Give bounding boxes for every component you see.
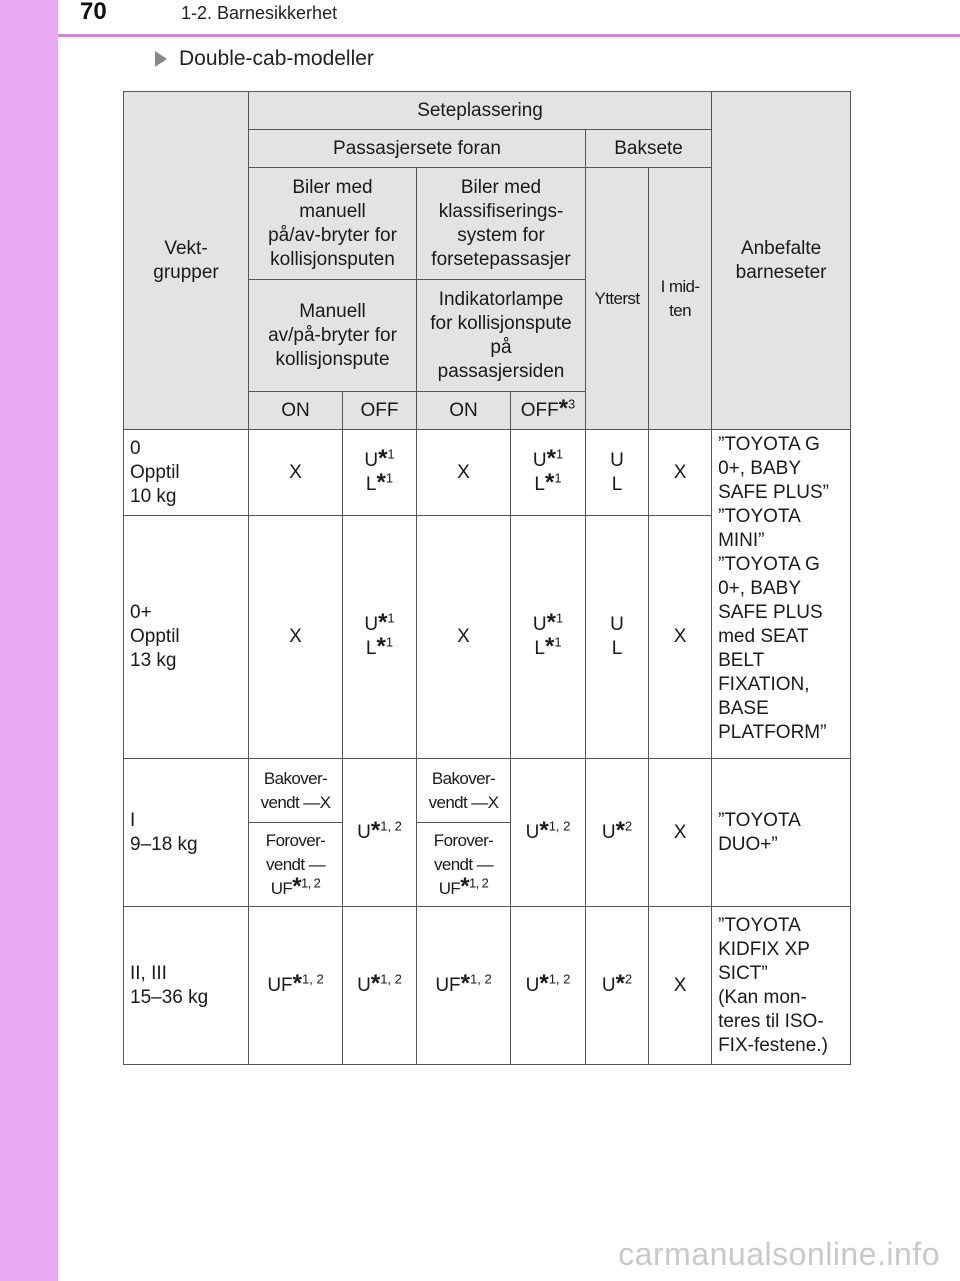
seat-position-header: Seteplassering [249,92,712,130]
table-row [124,430,851,516]
g1-forward-facing-2: Forover- vendt — UF*$^{1, 2}$ [417,823,511,907]
group-0plus-label: 0+ Opptil 13 kg [124,516,249,759]
seat-placement-table [123,91,851,1065]
classification-cars-header: Biler med klassifiserings- system for forsetepassasjer [417,168,586,280]
g1-off1: U*$^{1, 2}$ [343,759,417,907]
manual-switch-cars-header: Biler med manuell på/av-bryter for kollisjonsputen [249,168,417,280]
g0-off2: U*$^1$ L*$^1$ [511,430,586,516]
outer-seat-header: Ytterst [586,168,649,430]
section-title [155,47,374,71]
g0-outer: U L [586,430,649,516]
middle-seat-header: I mid- ten [649,168,712,430]
side-bar [0,0,58,1281]
on-header-2: ON [417,392,511,430]
section-header: 1-2. Barnesikkerhet [181,3,338,23]
g0-on1: X [249,430,343,516]
g0plus-off1: U*$^1$ L*$^1$ [343,516,417,759]
g23-recommended: ”TOYOTA KIDFIX XP SICT” (Kan mon- teres til ISO- FIX-festene.) [712,907,851,1065]
section-title-text: Double-cab-modeller [179,47,374,70]
table-row [124,759,851,823]
g0-middle: X [649,430,712,516]
g0plus-middle: X [649,516,712,759]
triangle-bullet-icon [155,51,167,67]
g23-outer: U*$^2$ [586,907,649,1065]
manual-switch-header: Manuell av/på-bryter for kollisjonspute [249,280,417,392]
watermark: carmanualsonline.info [618,1236,940,1272]
header-rule [58,34,960,37]
on-header-1: ON [249,392,343,430]
group-0-label: 0 Opptil 10 kg [124,430,249,516]
g23-off1: U*$^{1, 2}$ [343,907,417,1065]
g1-off2: U*$^{1, 2}$ [511,759,586,907]
g23-middle: X [649,907,712,1065]
g23-on1: UF*$^{1, 2}$ [249,907,343,1065]
rear-seat-header: Baksete [586,130,712,168]
indicator-lamp-header: Indikatorlampe for kollisjonspute på passasjersiden [417,280,586,392]
g1-outer: U*$^2$ [586,759,649,907]
g23-on2: UF*$^{1, 2}$ [417,907,511,1065]
g23-off2: U*$^{1, 2}$ [511,907,586,1065]
g1-rear-facing-1: Bakover- vendt —X [249,759,343,823]
table-row [124,907,851,1065]
off-header-2: OFF*$^3$ [511,392,586,430]
weight-group-header: Vekt- grupper [124,92,249,430]
group-23-label: II, III 15–36 kg [124,907,249,1065]
g0plus-off2: U*$^1$ L*$^1$ [511,516,586,759]
off-header-1: OFF [343,392,417,430]
g0plus-on1: X [249,516,343,759]
page-number: 70 [80,0,107,25]
g1-rear-facing-2: Bakover- vendt —X [417,759,511,823]
g0plus-outer: U L [586,516,649,759]
recommended-header: Anbefalte barneseter [712,92,851,430]
g0-off1: U*$^1$ L*$^1$ [343,430,417,516]
g0plus-on2: X [417,516,511,759]
group-1-label: I 9–18 kg [124,759,249,907]
g1-recommended: ”TOYOTA DUO+” [712,759,851,907]
g1-forward-facing-1: Forover- vendt — UF*$^{1, 2}$ [249,823,343,907]
front-seat-header: Passasjersete foran [249,130,586,168]
g1-middle: X [649,759,712,907]
g0-recommended: ”TOYOTA G 0+, BABY SAFE PLUS” ”TOYOTA MINI” ”TOYOTA G 0+, BABY SAFE PLUS med SEAT BELT FIXATION, BASE PLATFORM” [712,430,851,759]
g0-on2: X [417,430,511,516]
